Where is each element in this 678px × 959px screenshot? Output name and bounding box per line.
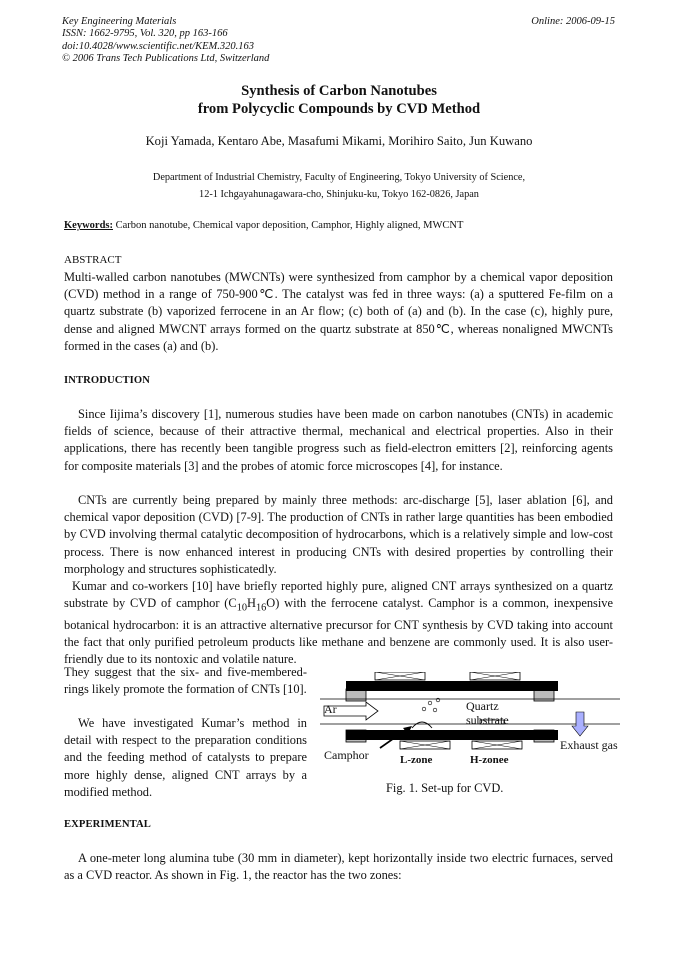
intro-paragraph-4: We have investigated Kumar’s method in detail with respect to the preparation conditions and the feeding method of catalysts to prepare more highly dense, aligned CNT arrays by a modified method. (64, 716, 307, 799)
hydrogen-symbol: H (247, 596, 256, 611)
vapor-bubble (422, 707, 426, 711)
furnace-wall-top (346, 681, 558, 691)
vapor-bubble (428, 701, 432, 705)
intro-paragraph-1: Since Iijima’s discovery [1], numerous studies have been made on carbon nanotubes (CNTs) in academic fields of science, because of their attractive thermal, mechanical and electrical properties. Also in their applications, there has recently been tangible progress such as field-electron emitters [2], reinforcing agents for composite materials [3] and the probes of atomic force microscopes [4], for instance. (64, 407, 613, 473)
online-date: Online: 2006-09-15 (531, 16, 615, 27)
affiliation-line-1: Department of Industrial Chemistry, Faculty of Engineering, Tokyo University of Science, (152, 172, 526, 183)
furnace-wall-bottom (346, 730, 558, 740)
intro-paragraph-3 (64, 578, 613, 668)
abstract-heading: ABSTRACT (64, 254, 122, 266)
label-exhaust: Exhaust gas (560, 738, 618, 752)
title-line-2: from Polycyclic Compounds by CVD Method (197, 101, 481, 117)
label-h-zone: H-zonee (470, 754, 509, 766)
camphor-boat (412, 722, 432, 728)
paper-title (0, 82, 678, 118)
label-l-zone: L-zone (400, 754, 433, 766)
journal-header (62, 16, 269, 66)
intro-paragraph-3-wrap: They suggest that the six- and five-membered-rings likely promote the formation of CNTs [10]. (64, 665, 307, 697)
label-camphor: Camphor (324, 748, 369, 762)
p3-part-2: O) with the ferrocene catalyst. Camphor is a common, inexpensive botanical hydrocarbon: it is an attractive alternative precursor for CNT synthesis by CVD taking into account the fact that only purified petroleum products like methane and benzene are commonly used. It is also user-friendly due to its nontoxic and volatile nature. (64, 596, 613, 667)
doi: doi:10.4028/www.scientific.net/KEM.320.163 (62, 40, 254, 52)
keywords (64, 220, 463, 231)
abstract-text: Multi-walled carbon nanotubes (MWCNTs) were synthesized from camphor by a chemical vapor deposition (CVD) method in a range of 750-900℃. The catalyst was fed in three ways: (a) a sputtered Fe-film on a quartz substrate (b) vaporized ferrocene in an Ar flow; (c) both of (a) and (b). In the case (c), highly pure, dense and aligned MWCNT arrays formed on the quartz substrate at 850℃, whereas nonaligned MWCNTs formed in the cases (a) and (b). (64, 270, 613, 353)
affiliation-line-2: 12-1 Ichgayahunagawara-cho, Shinjuku-ku, Tokyo 162-0826, Japan (199, 189, 479, 200)
hydrogen-subscript: 16 (255, 602, 267, 614)
copyright: © 2006 Trans Tech Publications Ltd, Switzerland (62, 53, 270, 65)
issn: ISSN: 1662-9795, Vol. 320, pp 163-166 (62, 28, 228, 40)
figure-caption: Fig. 1. Set-up for CVD. (386, 781, 504, 795)
label-ar: Ar (324, 702, 337, 716)
experimental-heading: EXPERIMENTAL (64, 819, 151, 830)
authors: Koji Yamada, Kentaro Abe, Masafumi Mikami, Morihiro Saito, Jun Kuwano (145, 134, 533, 148)
title-line-1: Synthesis of Carbon Nanotubes (241, 83, 437, 99)
carbon-subscript: 10 (236, 602, 248, 614)
experimental-paragraph: A one-meter long alumina tube (30 mm in diameter), kept horizontally inside two electric furnaces, served as a CVD reactor. As shown in Fig. 1, the reactor has the two zones: (64, 851, 613, 883)
vapor-bubble (433, 708, 437, 712)
intro-paragraph-2: CNTs are currently being prepared by mainly three methods: arc-discharge [5], laser ablation [6], and chemical vapor deposition (CVD) [7-9]. The production of CNTs in rather large quantities has been embodied by CVD involving thermal catalytic decomposition of hydrocarbons, which is a relatively simple and low-cost process. There is now enhanced interest in producing CNTs with desired properties by controlling their morphology and structures sophisticatedly. (64, 493, 613, 576)
p3-part-1: Kumar and co-workers [10] have briefly reported highly pure, aligned CNT arrays synthesized on a quartz substrate by CVD of camphor (C (64, 579, 613, 611)
label-quartz: Quartz (466, 699, 499, 713)
introduction-heading: INTRODUCTION (64, 375, 150, 386)
keywords-label: Keywords: (64, 220, 113, 231)
journal-name: Key Engineering Materials (62, 16, 177, 27)
affiliation (0, 169, 678, 203)
label-substrate: substrate (466, 713, 509, 727)
keywords-list: Carbon nanotube, Chemical vapor deposition, Camphor, Highly aligned, MWCNT (115, 220, 464, 231)
